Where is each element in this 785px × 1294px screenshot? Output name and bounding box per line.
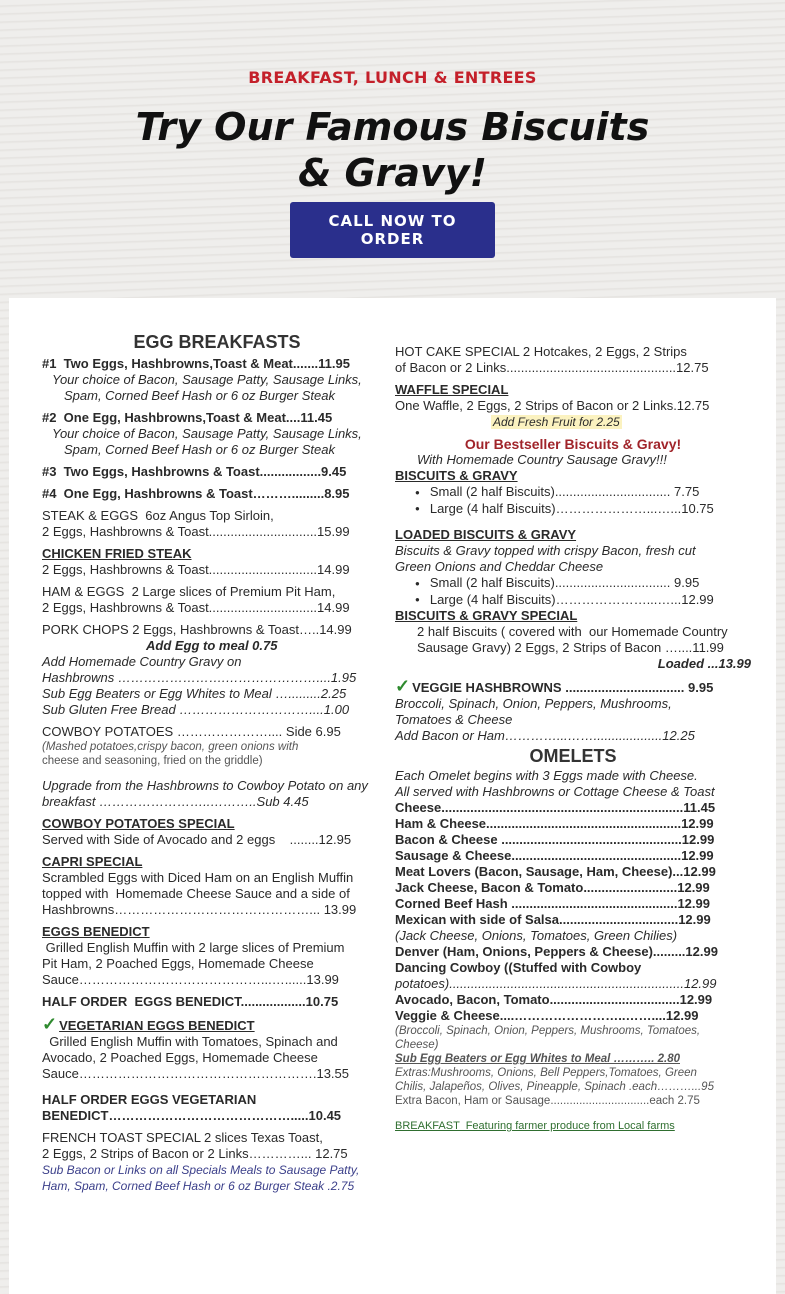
sub-note: Ham, Spam, Corned Beef Hash or 6 oz Burger Steak .2.75 <box>42 1179 355 1193</box>
menu-card <box>9 298 776 1294</box>
omelet-item: Ham & Cheese......................................................12.99 <box>395 816 714 832</box>
menu-item: BISCUITS & GRAVY <box>395 468 518 483</box>
extras-note: Extra Bacon, Ham or Sausage...............................each 2.75 <box>395 1095 700 1108</box>
omelet-item: Jack Cheese, Bacon & Tomato..........................12.99 <box>395 880 710 896</box>
menu-item: COWBOY POTATOES SPECIAL <box>42 816 235 831</box>
list-item: ● Large (4 half Biscuits)…………………...…...10.75 <box>395 501 751 518</box>
omelet-item: Avocado, Bacon, Tomato....................................12.99 <box>395 992 713 1008</box>
omelet-item: Cheese...................................................................11.45 <box>395 800 716 816</box>
item-description: (Broccoli, Spinach, Onion, Peppers, Mushrooms, Tomatoes, <box>395 1025 701 1038</box>
menu-item: LOADED BISCUITS & GRAVY <box>395 527 577 543</box>
menu-item: BENEDICT…………………………………….....10.45 <box>42 1108 342 1123</box>
menu-item: #2 One Egg, Hashbrowns,Toast & Meat....11.45 <box>42 410 333 425</box>
upgrade-note: Upgrade from the Hashbrowns to Cowboy Potato on any <box>42 778 368 793</box>
add-on: Add Egg to meal 0.75 <box>146 638 278 653</box>
menu-item <box>395 678 751 696</box>
veggie-hashbrowns-label: VEGGIE HASHBROWNS ................................. 9.95 <box>412 680 714 696</box>
menu-item: FRENCH TOAST SPECIAL 2 slices Texas Toast, <box>42 1130 323 1145</box>
item-description: Scrambled Eggs with Diced Ham on an English Muffin <box>42 870 354 885</box>
hero-section <box>0 0 785 298</box>
bestseller-subheading: With Homemade Country Sausage Gravy!!! <box>417 452 667 467</box>
item-description: topped with Homemade Cheese Sauce and a side of <box>42 886 350 901</box>
menu-item: HALF ORDER EGGS BENEDICT..................10.75 <box>42 994 339 1009</box>
omelet-item: Denver (Ham, Onions, Peppers & Cheese).........12.99 <box>395 944 718 960</box>
item-description: Sauce……………………………………………….13.55 <box>42 1066 350 1081</box>
bestseller-heading: Our Bestseller Biscuits & Gravy! <box>464 436 682 452</box>
omelet-item: Bacon & Cheese ..................................................12.99 <box>395 832 715 848</box>
menu-item: HALF ORDER EGGS VEGETARIAN <box>42 1092 257 1107</box>
add-on: Sub Egg Beaters or Egg Whites to Meal ….........2.25 <box>42 686 347 701</box>
hero-headline <box>0 104 785 196</box>
omelet-note: All served with Hashbrowns or Cottage Cheese & Toast <box>395 784 715 800</box>
extras-note: Chilis, Jalapeños, Olives, Pineapple, Spinach .each………...95 <box>395 1081 714 1094</box>
item-description: Avocado, 2 Poached Eggs, Homemade Cheese <box>42 1050 318 1065</box>
local-farms-link[interactable]: BREAKFAST Featuring farmer produce from Local farms <box>395 1120 675 1133</box>
headline-line-1: Try Our Famous Biscuits <box>135 105 650 149</box>
add-on: Sub Gluten Free Bread …………………………....1.00 <box>42 702 350 717</box>
extras-note: Extras:Mushrooms, Onions, Bell Peppers,Tomatoes, Green <box>395 1067 697 1080</box>
item-description: (Jack Cheese, Onions, Tomatoes, Green Chilies) <box>395 928 678 944</box>
loaded-price: Loaded ...13.99 <box>657 656 751 672</box>
vegetarian-check-icon: ✓ <box>395 676 411 697</box>
list-item: ● Small (2 half Biscuits)................................ 9.95 <box>395 575 751 592</box>
add-on: Hashbrowns …………………….…………………....1.95 <box>42 670 357 685</box>
item-description: 2 Eggs, Hashbrowns & Toast..............................14.99 <box>42 562 350 577</box>
menu-item: HAM & EGGS 2 Large slices of Premium Pit Ham, <box>42 584 336 599</box>
menu-item: EGGS BENEDICT <box>42 924 150 939</box>
menu-item: #4 One Egg, Hashbrowns & Toast……….........8.95 <box>42 486 350 501</box>
menu-item: PORK CHOPS 2 Eggs, Hashbrowns & Toast…..14.99 <box>42 622 352 637</box>
menu-item: BISCUITS & GRAVY SPECIAL <box>395 608 578 624</box>
menu-item: STEAK & EGGS 6oz Angus Top Sirloin, <box>42 508 274 523</box>
menu-item: CAPRI SPECIAL <box>42 854 143 869</box>
upgrade-note: breakfast ……………………..………..Sub 4.45 <box>42 794 309 809</box>
menu-item: #1 Two Eggs, Hashbrowns,Toast & Meat.......11.95 <box>42 356 350 371</box>
item-description: Sauce……………………………………...…......13.99 <box>42 972 339 987</box>
omelet-item: Mexican with side of Salsa.................................12.99 <box>395 912 711 928</box>
menu-item: HOT CAKE SPECIAL 2 Hotcakes, 2 Eggs, 2 Strips <box>395 344 687 359</box>
omelet-note: Each Omelet begins with 3 Eggs made with Cheese. <box>395 768 698 784</box>
sub-egg-note: Sub Egg Beaters or Egg Whites to Meal ……….. 2.80 <box>395 1053 680 1066</box>
item-description: of Bacon or 2 Links...............................................12.75 <box>395 360 709 375</box>
menu-item <box>42 1016 392 1034</box>
item-description: Broccoli, Spinach, Onion, Peppers, Mushrooms, <box>395 696 672 712</box>
vegetarian-benedict-label: VEGETARIAN EGGS BENEDICT <box>59 1018 255 1033</box>
item-description: Spam, Corned Beef Hash or 6 oz Burger Steak <box>64 442 335 457</box>
item-description: Grilled English Muffin with Tomatoes, Spinach and <box>42 1034 338 1049</box>
item-description: Biscuits & Gravy topped with crispy Bacon, fresh cut <box>395 543 696 559</box>
item-description: Your choice of Bacon, Sausage Patty, Sausage Links, <box>52 372 362 387</box>
item-description: 2 Eggs, Hashbrowns & Toast..............................15.99 <box>42 524 350 539</box>
sub-note: Sub Bacon or Links on all Specials Meals to Sausage Patty, <box>42 1163 360 1177</box>
item-description: (Mashed potatoes,crispy bacon, green onions with <box>42 741 299 753</box>
item-description: Served with Side of Avocado and 2 eggs ........12.95 <box>42 832 352 847</box>
omelet-item: Dancing Cowboy ((Stuffed with Cowboy <box>395 960 642 976</box>
headline-line-2: & Gravy! <box>298 151 487 195</box>
item-description: Green Onions and Cheddar Cheese <box>395 559 604 575</box>
omelet-item: Corned Beef Hash ..............................................12.99 <box>395 896 710 912</box>
item-description: 2 Eggs, 2 Strips of Bacon or 2 Links…………... 12.75 <box>42 1146 348 1161</box>
omelet-item: Sausage & Cheese...............................................12.99 <box>395 848 714 864</box>
item-description: Tomatoes & Cheese <box>395 712 513 728</box>
item-description: Cheese) <box>395 1039 439 1052</box>
list-item: ● Small (2 half Biscuits)................................ 7.75 <box>395 484 751 501</box>
item-description: Grilled English Muffin with 2 large slices of Premium <box>42 940 345 955</box>
item-description: Add Bacon or Ham…………...……...................12.25 <box>395 728 695 744</box>
omelet-item: Meat Lovers (Bacon, Sausage, Ham, Cheese)...12.99 <box>395 864 716 880</box>
item-description: Hashbrowns………………………………………... 13.99 <box>42 902 357 917</box>
right-column <box>395 344 751 1134</box>
vegetarian-check-icon: ✓ <box>42 1014 58 1034</box>
item-description: Sausage Gravy) 2 Eggs, 2 Strips of Bacon …....11.99 <box>417 640 724 656</box>
list-item: ● Large (4 half Biscuits)…………………...…...12.99 <box>395 592 751 609</box>
item-description: Pit Ham, 2 Poached Eggs, Homemade Cheese <box>42 956 314 971</box>
item-description: One Waffle, 2 Eggs, 2 Strips of Bacon or 2 Links.12.75 <box>395 398 710 413</box>
omelet-item: Veggie & Cheese....……………………..……....12.99 <box>395 1008 699 1024</box>
left-column <box>42 334 392 1194</box>
item-description: potatoes).................................................................12.99 <box>395 976 717 992</box>
call-to-order-button[interactable]: CALL NOW TO ORDER <box>290 202 495 258</box>
add-fruit-note: Add Fresh Fruit for 2.25 <box>493 415 620 429</box>
item-description: Spam, Corned Beef Hash or 6 oz Burger Steak <box>64 388 335 403</box>
omelets-title: OMELETS <box>529 746 617 767</box>
menu-item: COWBOY POTATOES ………………….... Side 6.95 <box>42 724 341 739</box>
menu-item: WAFFLE SPECIAL <box>395 382 509 397</box>
hero-kicker: BREAKFAST, LUNCH & ENTREES <box>248 68 537 87</box>
item-description: 2 Eggs, Hashbrowns & Toast..............................14.99 <box>42 600 350 615</box>
item-description: 2 half Biscuits ( covered with our Homemade Country <box>417 624 728 640</box>
add-on: Add Homemade Country Gravy on <box>42 654 242 669</box>
egg-breakfasts-title: EGG BREAKFASTS <box>133 332 301 352</box>
item-description: cheese and seasoning, fried on the griddle) <box>42 755 263 767</box>
menu-item: #3 Two Eggs, Hashbrowns & Toast.................9.45 <box>42 464 347 479</box>
item-description: Your choice of Bacon, Sausage Patty, Sausage Links, <box>52 426 362 441</box>
menu-item: CHICKEN FRIED STEAK <box>42 546 192 561</box>
